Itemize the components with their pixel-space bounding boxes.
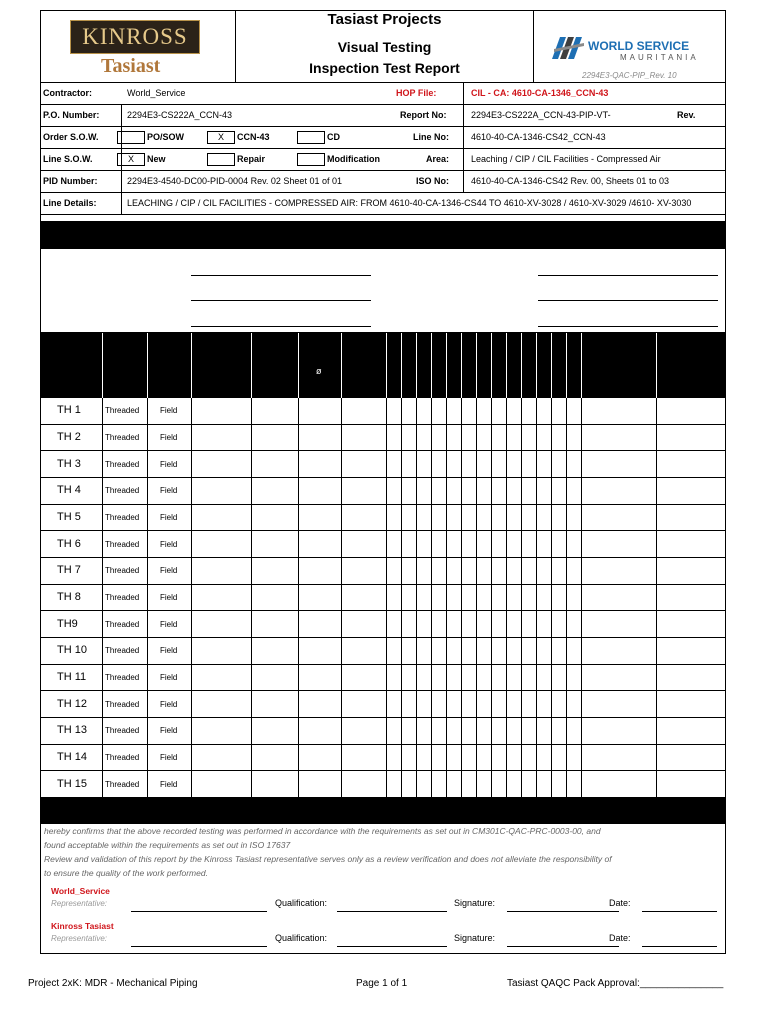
- footer-project: Project 2xK: MDR - Mechanical Piping: [28, 978, 198, 989]
- table-row: [41, 558, 725, 585]
- revision-label: Rev.: [677, 110, 696, 120]
- table-row: [41, 638, 725, 665]
- grid-column-line: [566, 333, 567, 798]
- representative-label: Representative:: [51, 899, 108, 908]
- grid-column-line: [491, 333, 492, 798]
- date-label: Date:: [609, 933, 631, 943]
- joint-location: Field: [160, 646, 178, 656]
- blank-line[interactable]: [191, 326, 371, 327]
- grid-header-divider: [431, 333, 432, 398]
- qualification-label: Qualification:: [275, 898, 328, 908]
- joint-location: Field: [160, 486, 178, 496]
- grid-header-divider: [416, 333, 417, 398]
- joint-id: TH 10: [57, 644, 87, 657]
- joint-location: Field: [160, 726, 178, 736]
- area-label: Area:: [426, 154, 450, 164]
- grid-column-line: [251, 333, 252, 798]
- joint-type: Threaded: [105, 432, 140, 442]
- blank-line[interactable]: [538, 275, 718, 276]
- joint-location: Field: [160, 672, 178, 682]
- cd-option: CD: [327, 132, 340, 142]
- inspection-report-sheet: [40, 10, 726, 954]
- section-bar-top: [41, 221, 725, 249]
- grid-header-divider: [147, 333, 148, 398]
- grid-column-line: [461, 333, 462, 798]
- line-no-value[interactable]: 4610-40-CA-1346-CS42_CCN-43: [471, 132, 606, 142]
- grid-header-divider: [506, 333, 507, 398]
- date-label: Date:: [609, 898, 631, 908]
- grid-column-line: [416, 333, 417, 798]
- date-field[interactable]: [642, 946, 717, 947]
- iso-no-value[interactable]: 4610-40-CA-1346-CS42 Rev. 00, Sheets 01 to 03: [471, 176, 669, 186]
- grid-column-line: [446, 333, 447, 798]
- table-row: [41, 585, 725, 612]
- grid-column-line: [341, 333, 342, 798]
- grid-header-divider: [521, 333, 522, 398]
- joint-id: TH 11: [57, 670, 87, 683]
- joint-type: Threaded: [105, 646, 140, 656]
- signature-label: Signature:: [454, 898, 496, 908]
- grid-header: [41, 333, 725, 398]
- repair-option: Repair: [237, 154, 266, 164]
- joint-id: TH 3: [57, 457, 81, 470]
- table-row: [41, 451, 725, 478]
- joint-id: TH9: [57, 617, 78, 630]
- hop-file-value[interactable]: CIL - CA: 4610-CA-1346_CCN-43: [471, 88, 609, 98]
- table-row: [41, 531, 725, 558]
- qualification-field[interactable]: [337, 911, 447, 912]
- line-details-value[interactable]: LEACHING / CIP / CIL FACILITIES - COMPRESSED AIR: FROM 4610-40-CA-1346-CS44 TO 4610-XV-3028 / 4610-XV-3029 /4610- XV-3030: [127, 198, 692, 208]
- contractor-label: Contractor:: [43, 88, 92, 98]
- footer-page-number: Page 1 of 1: [356, 978, 408, 989]
- grid-column-line: [581, 333, 582, 798]
- joint-type: Threaded: [105, 539, 140, 549]
- grid-column-line: [506, 333, 507, 798]
- confirmation-line-4: to ensure the quality of the work performed.: [44, 868, 208, 878]
- joint-id: TH 5: [57, 510, 81, 523]
- joint-id: TH 2: [57, 430, 81, 443]
- joint-type: Threaded: [105, 672, 140, 682]
- grid-header-divider: [551, 333, 552, 398]
- joint-id: TH 4: [57, 484, 81, 497]
- po-row: [41, 105, 725, 127]
- po-number-label: P.O. Number:: [43, 110, 100, 120]
- joint-id: TH 6: [57, 537, 81, 550]
- grid-column-line: [191, 333, 192, 798]
- contractor-row: [41, 83, 725, 105]
- joint-type: Threaded: [105, 566, 140, 576]
- joint-location: Field: [160, 512, 178, 522]
- representative-label: Representative:: [51, 934, 108, 943]
- table-row: [41, 718, 725, 745]
- report-no-value[interactable]: 2294E3-CS222A_CCN-43-PIP-VT-: [471, 110, 611, 120]
- representative-field[interactable]: [131, 946, 267, 947]
- grid-header-divider: [536, 333, 537, 398]
- joint-location: Field: [160, 619, 178, 629]
- confirmation-line-2: found acceptable within the requirements as set out in ISO 17637: [44, 840, 291, 850]
- modification-option: Modification: [327, 154, 380, 164]
- grid-column-line: [102, 333, 103, 798]
- grid-header-divider: [566, 333, 567, 398]
- repair-checkbox[interactable]: [207, 153, 235, 166]
- hop-file-label: HOP File:: [396, 88, 437, 98]
- area-value[interactable]: Leaching / CIP / CIL Facilities - Compressed Air: [471, 154, 661, 164]
- ccn43-checkbox[interactable]: X: [207, 131, 235, 144]
- line-details-row: [41, 193, 725, 215]
- grid-header-divider: [251, 333, 252, 398]
- date-field[interactable]: [642, 911, 717, 912]
- test-type-title: Visual Testing: [337, 39, 432, 55]
- signature-field[interactable]: [507, 946, 619, 947]
- cd-checkbox[interactable]: [297, 131, 325, 144]
- grid-column-line: [521, 333, 522, 798]
- po-sow-option: PO/SOW: [147, 132, 185, 142]
- qualification-field[interactable]: [337, 946, 447, 947]
- po-sow-checkbox[interactable]: [117, 131, 145, 144]
- blank-line[interactable]: [538, 300, 718, 301]
- ccn43-option: CCN-43: [237, 132, 270, 142]
- blank-line[interactable]: [191, 300, 371, 301]
- order-sow-row: [41, 127, 725, 149]
- grid-header-divider: [341, 333, 342, 398]
- joint-id: TH 12: [57, 697, 87, 710]
- iso-no-label: ISO No:: [416, 176, 449, 186]
- grid-column-line: [147, 333, 148, 798]
- joint-type: Threaded: [105, 486, 140, 496]
- kinross-logo: [41, 11, 236, 82]
- joint-location: Field: [160, 566, 178, 576]
- report-type-title: Inspection Test Report: [309, 60, 460, 76]
- joint-type: Threaded: [105, 699, 140, 709]
- project-title: Tasiast Projects: [327, 11, 442, 28]
- pid-row: [41, 171, 725, 193]
- joint-location: Field: [160, 406, 178, 416]
- blank-line[interactable]: [538, 326, 718, 327]
- section-bar-bottom: [41, 798, 725, 824]
- joint-type: Threaded: [105, 752, 140, 762]
- joint-id: TH 14: [57, 750, 87, 763]
- joint-id: TH 15: [57, 777, 87, 790]
- grid-header-divider: [461, 333, 462, 398]
- grid-column-line: [551, 333, 552, 798]
- joint-location: Field: [160, 539, 178, 549]
- joint-id: TH 8: [57, 590, 81, 603]
- joint-type: Threaded: [105, 459, 140, 469]
- grid-column-line: [386, 333, 387, 798]
- joint-location: Field: [160, 752, 178, 762]
- grid-header-divider: [191, 333, 192, 398]
- report-no-label: Report No:: [400, 110, 447, 120]
- new-checkbox[interactable]: X: [117, 153, 145, 166]
- table-row: [41, 745, 725, 772]
- footer-approval: Tasiast QAQC Pack Approval:_______________: [507, 978, 724, 989]
- line-sow-label: Line S.O.W.: [43, 154, 93, 164]
- report-title-block: [236, 11, 534, 82]
- mauritania-wordmark: MAURITANIA: [620, 53, 699, 62]
- grid-header-divider: [581, 333, 582, 398]
- document-code: 2294E3-QAC-PIP_Rev. 10: [582, 71, 677, 80]
- world-service-company: World_Service: [51, 886, 110, 896]
- grid-header-divider: [656, 333, 657, 398]
- po-number-value[interactable]: 2294E3-CS222A_CCN-43: [127, 110, 233, 120]
- grid-column-line: [401, 333, 402, 798]
- joint-type: Threaded: [105, 512, 140, 522]
- joint-type: Threaded: [105, 406, 140, 416]
- table-row: [41, 478, 725, 505]
- report-header: [41, 11, 725, 83]
- table-row: [41, 398, 725, 425]
- joint-location: Field: [160, 432, 178, 442]
- confirmation-line-1: hereby confirms that the above recorded testing was performed in accordance with the requirements as set out in CM301C-QAC-PRC-0003-00, and: [44, 826, 601, 836]
- grid-header-divider: [386, 333, 387, 398]
- grid-header-divider: [446, 333, 447, 398]
- joint-id: TH 13: [57, 724, 87, 737]
- joint-type: Threaded: [105, 779, 140, 789]
- kinross-tasiast-company: Kinross Tasiast: [51, 921, 114, 931]
- contractor-value[interactable]: World_Service: [127, 88, 186, 98]
- joint-location: Field: [160, 699, 178, 709]
- line-sow-row: [41, 149, 725, 171]
- grid-column-line: [298, 333, 299, 798]
- grid-column-line: [476, 333, 477, 798]
- grid-header-divider: [401, 333, 402, 398]
- joint-type: Threaded: [105, 726, 140, 736]
- blank-field-block: [41, 249, 725, 333]
- page-footer: [0, 978, 768, 998]
- world-service-mark-icon: [550, 29, 586, 65]
- kinross-wordmark: KINROSS: [70, 20, 200, 54]
- table-row: [41, 771, 725, 798]
- inspection-grid: [41, 333, 725, 798]
- joint-id: TH 7: [57, 564, 81, 577]
- grid-header-divider: [102, 333, 103, 398]
- joint-location: Field: [160, 779, 178, 789]
- grid-header-divider: [491, 333, 492, 398]
- pid-number-value[interactable]: 2294E3-4540-DC00-PID-0004 Rev. 02 Sheet 01 of 01: [127, 176, 342, 186]
- joint-type: Threaded: [105, 619, 140, 629]
- signature-field[interactable]: [507, 911, 619, 912]
- joint-location: Field: [160, 459, 178, 469]
- modification-checkbox[interactable]: [297, 153, 325, 166]
- pid-number-label: PID Number:: [43, 176, 98, 186]
- grid-column-line: [656, 333, 657, 798]
- new-option: New: [147, 154, 166, 164]
- tasiast-wordmark: Tasiast: [101, 55, 161, 77]
- table-row: [41, 505, 725, 532]
- grid-header-divider: [298, 333, 299, 398]
- order-sow-label: Order S.O.W.: [43, 132, 99, 142]
- table-row: [41, 665, 725, 692]
- diameter-symbol: ø: [316, 366, 322, 376]
- line-no-label: Line No:: [413, 132, 449, 142]
- qualification-label: Qualification:: [275, 933, 328, 943]
- joint-location: Field: [160, 592, 178, 602]
- joint-type: Threaded: [105, 592, 140, 602]
- table-row: [41, 691, 725, 718]
- table-row: [41, 611, 725, 638]
- representative-field[interactable]: [131, 911, 267, 912]
- blank-line[interactable]: [191, 275, 371, 276]
- world-service-logo: [534, 11, 725, 82]
- line-details-label: Line Details:: [43, 198, 97, 208]
- joint-id: TH 1: [57, 404, 81, 417]
- world-service-wordmark: WORLD SERVICE: [588, 39, 690, 53]
- grid-column-line: [536, 333, 537, 798]
- grid-header-divider: [476, 333, 477, 398]
- table-row: [41, 425, 725, 452]
- signature-label: Signature:: [454, 933, 496, 943]
- confirmation-line-3: Review and validation of this report by the Kinross Tasiast representative serves only as a review verification and does not alleviate the responsibility of: [44, 854, 612, 864]
- grid-column-line: [431, 333, 432, 798]
